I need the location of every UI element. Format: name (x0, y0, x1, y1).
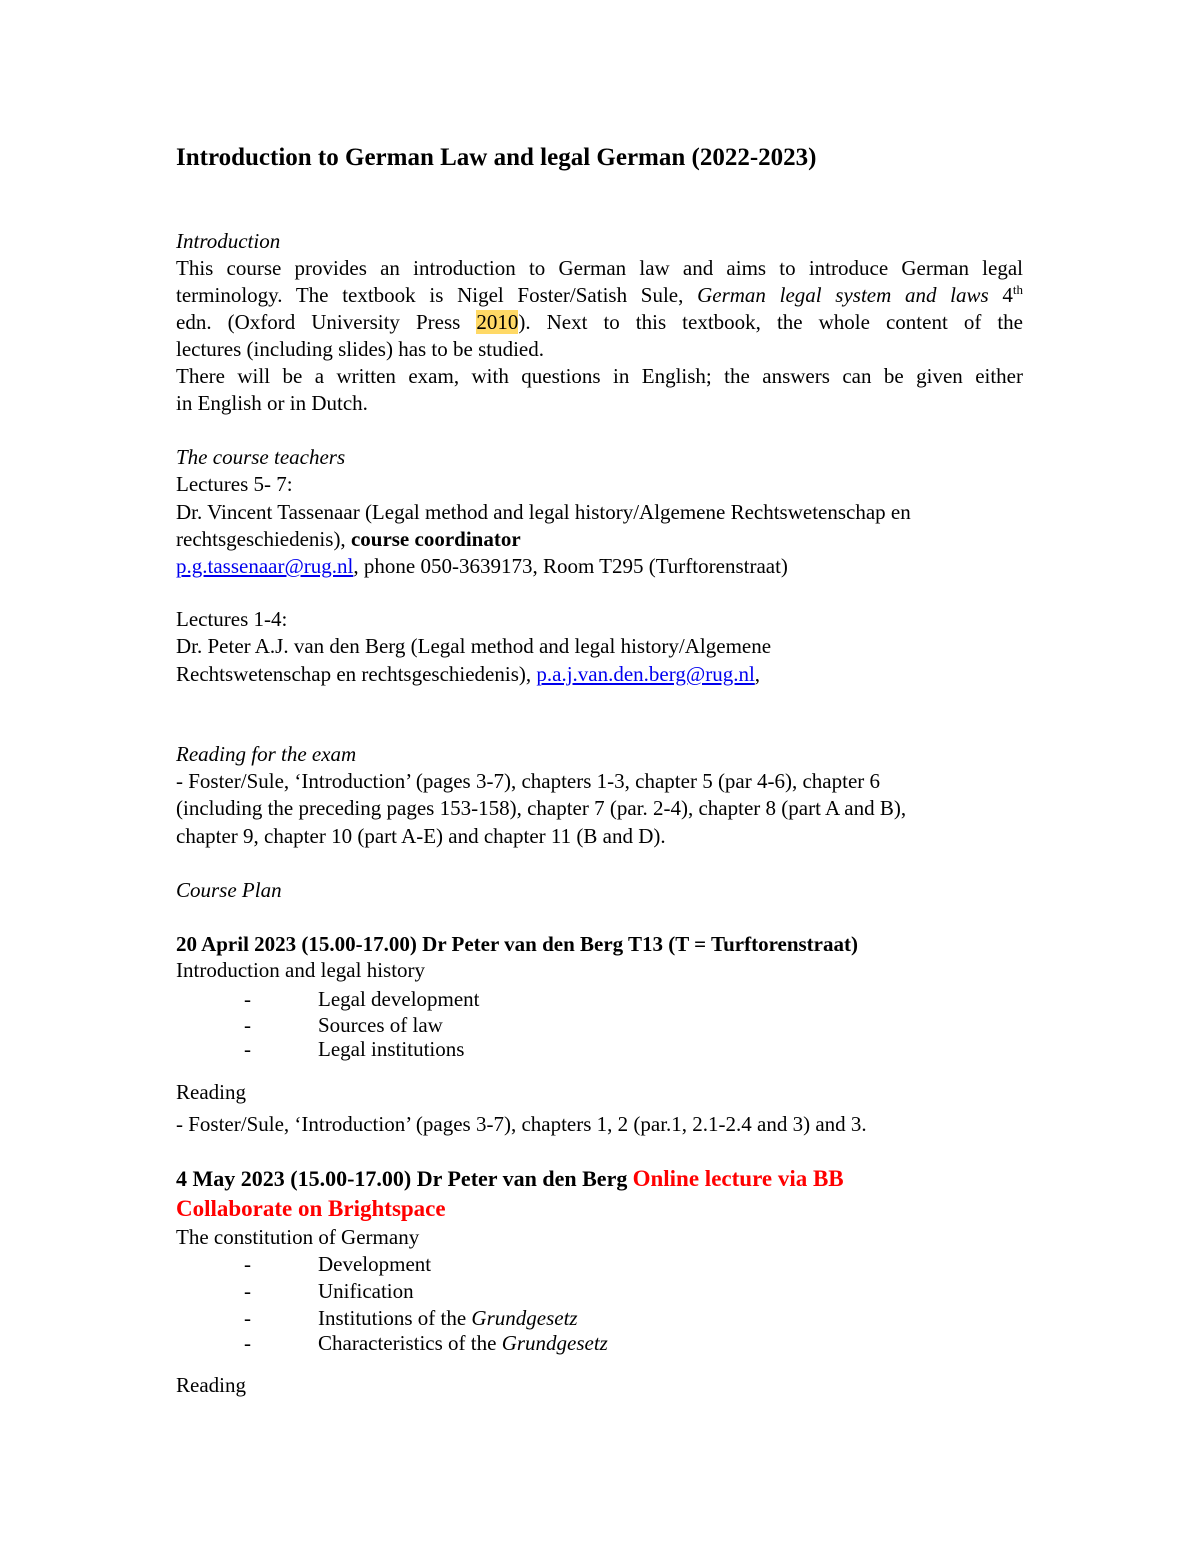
bullet-dash: - (244, 987, 251, 1011)
bullet-dash: - (244, 1013, 251, 1037)
bullet-text: Characteristics of the Grundgesetz (318, 1331, 608, 1355)
session-2-header-text: 4 May 2023 (15.00-17.00) Dr Peter van den Berg (176, 1166, 628, 1191)
bullet-text: Legal development (318, 987, 480, 1011)
teacher-1-line-2 (176, 527, 521, 551)
session-2-header (176, 1167, 844, 1191)
bullet-dash: - (244, 1306, 251, 1330)
teacher-2-dept: Rechtswetenschap en rechtsgeschiedenis), (176, 662, 532, 686)
online-notice-line-2: Collaborate on Brightspace (176, 1196, 446, 1221)
bullet-text: Legal institutions (318, 1037, 465, 1061)
session-1-topic: Introduction and legal history (176, 958, 426, 982)
session-2-reading-label: Reading (176, 1373, 246, 1397)
reading-line-1: - Foster/Sule, ‘Introduction’ (pages 3-7), chapters 1-3, chapter 5 (par 4-6), chapter 6 (176, 769, 881, 793)
document-title: Introduction to German Law and legal German (2022-2023) (176, 144, 817, 171)
bullet-text: Unification (318, 1279, 414, 1303)
teacher-1-dept: rechtsgeschiedenis), (176, 527, 346, 551)
bullet-dash: - (244, 1037, 251, 1061)
teacher-1-line-1: Dr. Vincent Tassenaar (Legal method and legal history/Algemene Rechtswetenschap en (176, 500, 911, 524)
course-plan-heading: Course Plan (176, 878, 282, 902)
session-2-topic: The constitution of Germany (176, 1225, 420, 1249)
bullet-text: Sources of law (318, 1013, 443, 1037)
intro-line-3-text-a: edn. (Oxford University Press (176, 310, 461, 334)
intro-line-2 (176, 283, 1023, 307)
teacher-1-lectures: Lectures 5- 7: (176, 472, 293, 496)
session-1-reading-label: Reading (176, 1080, 246, 1104)
intro-line-6: in English or in Dutch. (176, 391, 368, 415)
session-1-reading-text: - Foster/Sule, ‘Introduction’ (pages 3-7), chapters 1, 2 (par.1, 2.1-2.4 and 3) and 3. (176, 1112, 867, 1136)
intro-line-3 (176, 310, 1023, 334)
teacher-1-contact (176, 554, 788, 578)
course-coordinator-label: course coordinator (350, 527, 521, 551)
reading-heading: Reading for the exam (176, 742, 357, 766)
bullet-text: Development (318, 1252, 432, 1276)
teacher-2-line-1: Dr. Peter A.J. van den Berg (Legal method and legal history/Algemene (176, 634, 772, 658)
intro-line-4: lectures (including slides) has to be studied. (176, 337, 545, 361)
intro-line-3-text-b: ). Next to this textbook, the whole content of the (518, 310, 1023, 334)
bullet-text: Institutions of the Grundgesetz (318, 1306, 578, 1330)
reading-line-2: (including the preceding pages 153-158), chapter 7 (par. 2-4), chapter 8 (part A and B), (176, 796, 907, 820)
reading-line-3: chapter 9, chapter 10 (part A-E) and chapter 11 (B and D). (176, 824, 666, 848)
session-1-header: 20 April 2023 (15.00-17.00) Dr Peter van den Berg T13 (T = Turftorenstraat) (176, 932, 858, 956)
teacher-1-phone-room: , phone 050-3639173, Room T295 (Turftorenstraat) (353, 554, 788, 578)
teacher-1-email-link[interactable]: p.g.tassenaar@rug.nl (176, 554, 354, 578)
teachers-heading: The course teachers (176, 445, 346, 469)
teacher-2-lectures: Lectures 1-4: (176, 607, 288, 631)
bullet-dash: - (244, 1331, 251, 1355)
bullet-dash: - (244, 1252, 251, 1276)
textbook-title: German legal system and laws (697, 283, 989, 307)
teacher-2-line-2 (176, 662, 760, 686)
teacher-2-trailing: , (754, 662, 761, 686)
intro-heading: Introduction (176, 229, 281, 253)
textbook-edition: 4th (1002, 282, 1024, 307)
intro-line-1: This course provides an introduction to German law and aims to introduce German legal (176, 256, 1023, 280)
online-notice-line-1: Online lecture via BB (632, 1166, 844, 1191)
intro-line-5: There will be a written exam, with questions in English; the answers can be given either (176, 364, 1023, 388)
intro-line-2-text: terminology. The textbook is Nigel Foster/Satish Sule, (176, 283, 684, 307)
teacher-2-email-link[interactable]: p.a.j.van.den.berg@rug.nl (536, 662, 755, 686)
highlighted-year: 2010 (476, 310, 519, 334)
bullet-dash: - (244, 1279, 251, 1303)
